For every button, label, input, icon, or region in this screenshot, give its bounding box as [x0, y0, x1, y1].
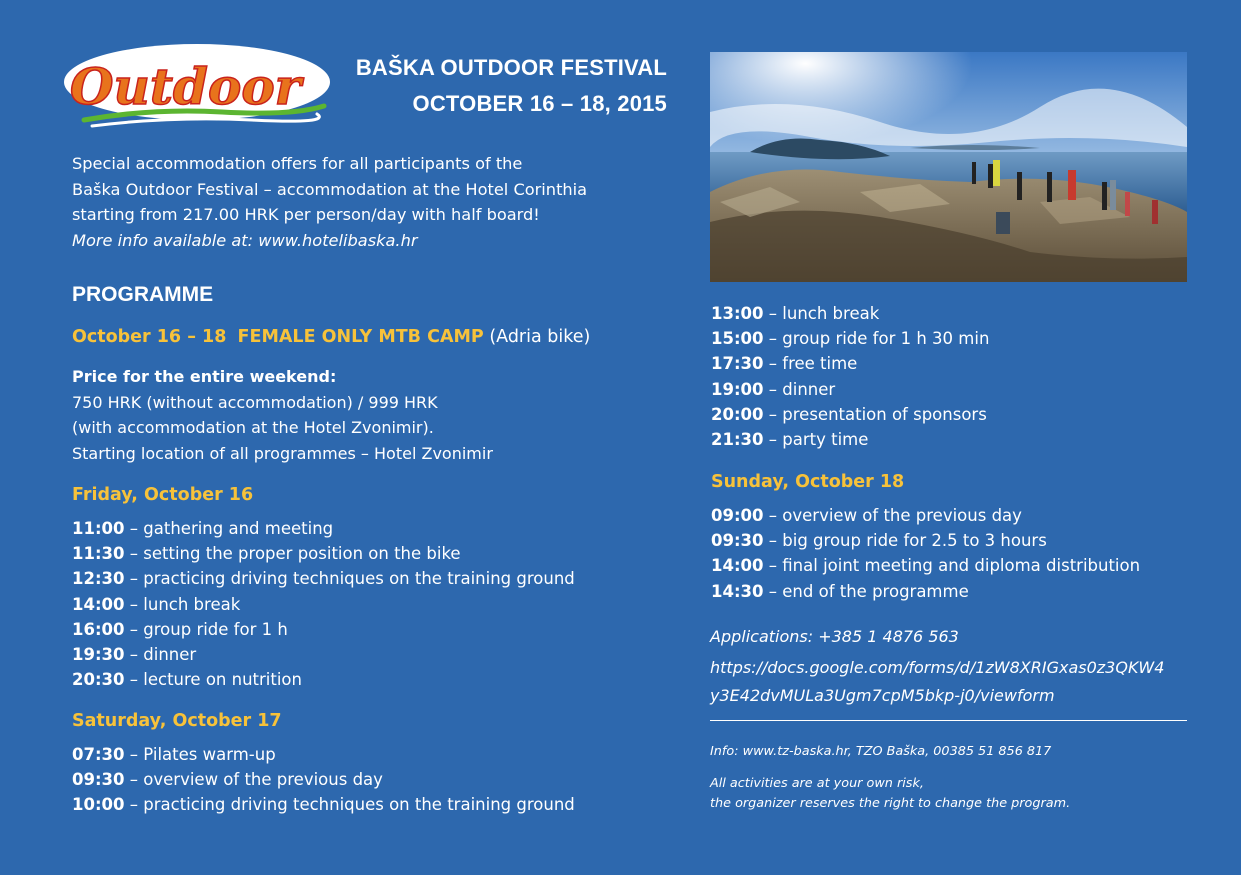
festival-title-block — [352, 50, 667, 122]
price-line-2: (with accommodation at the Hotel Zvonimir). — [72, 418, 434, 437]
schedule-item — [72, 566, 575, 591]
saturday-schedule-part-1 — [72, 742, 575, 818]
camp-dates: October 16 – 18 — [72, 327, 227, 347]
schedule-time: 20:00 — [711, 404, 764, 424]
schedule-time: 14:30 — [711, 581, 764, 601]
schedule-time: 12:30 — [72, 569, 125, 589]
schedule-text: – overview of the previous day — [768, 506, 1022, 525]
intro-line-1: Special accommodation offers for all participants of the — [72, 154, 523, 173]
camp-line — [72, 327, 590, 347]
schedule-item — [72, 516, 575, 541]
schedule-time: 14:00 — [711, 556, 764, 576]
schedule-item — [711, 402, 989, 427]
schedule-item — [72, 742, 575, 767]
festival-title: BAŠKA OUTDOOR FESTIVAL — [355, 55, 667, 80]
schedule-text: – final joint meeting and diploma distribution — [768, 556, 1141, 576]
schedule-item — [711, 301, 989, 326]
schedule-time: 09:30 — [711, 531, 764, 551]
saturday-schedule-part-2 — [711, 301, 989, 452]
schedule-item — [711, 377, 989, 402]
schedule-item — [711, 326, 989, 351]
schedule-text: – lecture on nutrition — [129, 670, 302, 690]
schedule-item — [72, 642, 575, 667]
price-line-3: Starting location of all programmes – Hotel Zvonimir — [72, 443, 493, 463]
camp-name: FEMALE ONLY MTB CAMP — [237, 327, 484, 347]
schedule-item — [72, 592, 575, 617]
intro-text — [72, 151, 672, 253]
day-heading-saturday: Saturday, October 17 — [72, 711, 282, 731]
hikers-photo — [710, 52, 1187, 282]
disclaimer — [710, 774, 1190, 814]
schedule-item — [72, 792, 575, 817]
intro-more-info-link[interactable]: More info available at: www.hotelibaska.hr — [72, 230, 418, 250]
festival-dates: OCTOBER 16 – 18, 2015 — [412, 91, 667, 116]
logo-text: Outdoor — [70, 57, 302, 116]
disclaimer-line-1: All activities are at your own risk, — [710, 776, 924, 791]
schedule-text: – group ride for 1 h — [129, 619, 288, 639]
intro-line-2: Baška Outdoor Festival – accommodation at the Hotel Corinthia — [72, 179, 588, 199]
schedule-time: 07:30 — [72, 745, 125, 764]
schedule-item — [711, 503, 1140, 528]
schedule-text: – lunch break — [129, 594, 241, 614]
outdoor-logo — [62, 42, 332, 134]
applications-url-line-2[interactable]: y3E42dvMULa3Ugm7cpM5bkp-j0/viewform — [710, 686, 1055, 705]
schedule-time: 21:30 — [711, 430, 764, 450]
schedule-time: 19:30 — [72, 645, 125, 665]
schedule-item — [72, 617, 575, 642]
schedule-text: – setting the proper position on the bike — [129, 544, 461, 564]
schedule-time: 11:30 — [72, 544, 125, 564]
price-block — [72, 364, 672, 466]
info-line: Info: www.tz-baska.hr, TZO Baška, 00385 51 856 817 — [710, 744, 1052, 759]
schedule-text: – practicing driving techniques on the training ground — [129, 569, 575, 589]
schedule-text: – end of the programme — [768, 581, 969, 601]
schedule-text: – practicing driving techniques on the training ground — [129, 795, 575, 815]
schedule-time: 15:00 — [711, 329, 764, 349]
sunday-schedule — [711, 503, 1140, 604]
day-heading-friday: Friday, October 16 — [72, 485, 254, 505]
applications-block — [710, 623, 1200, 710]
schedule-item — [711, 579, 1140, 604]
schedule-time: 13:00 — [711, 304, 764, 323]
schedule-text: – gathering and meeting — [129, 519, 334, 538]
schedule-item — [72, 767, 575, 792]
schedule-text: – overview of the previous day — [129, 770, 383, 790]
schedule-text: – group ride for 1 h 30 min — [768, 329, 990, 349]
schedule-item — [711, 351, 989, 376]
programme-heading: PROGRAMME — [72, 283, 214, 306]
camp-organizer: (Adria bike) — [489, 327, 591, 347]
schedule-item — [72, 667, 575, 692]
schedule-text: – lunch break — [768, 304, 880, 323]
schedule-time: 16:00 — [72, 619, 125, 639]
schedule-text: – party time — [768, 430, 869, 450]
divider-line — [710, 720, 1187, 721]
schedule-time: 09:30 — [72, 770, 125, 790]
schedule-text: – free time — [768, 354, 858, 374]
schedule-time: 19:00 — [711, 379, 764, 399]
intro-line-3: starting from 217.00 HRK per person/day with half board! — [72, 205, 540, 224]
price-line-1: 750 HRK (without accommodation) / 999 HRK — [72, 392, 438, 412]
day-heading-sunday: Sunday, October 18 — [711, 472, 905, 492]
schedule-time: 09:00 — [711, 506, 764, 525]
disclaimer-line-2: the organizer reserves the right to change the program. — [710, 796, 1071, 811]
schedule-time: 11:00 — [72, 519, 125, 538]
friday-schedule — [72, 516, 575, 692]
schedule-text: – dinner — [768, 379, 836, 399]
schedule-text: – big group ride for 2.5 to 3 hours — [768, 531, 1047, 551]
schedule-item — [711, 553, 1140, 578]
schedule-time: 17:30 — [711, 354, 764, 374]
schedule-item — [711, 427, 989, 452]
schedule-time: 14:00 — [72, 594, 125, 614]
schedule-time: 10:00 — [72, 795, 125, 815]
applications-url-line-1[interactable]: https://docs.google.com/forms/d/1zW8XRIGxas0z3QKW4 — [710, 658, 1165, 677]
schedule-time: 20:30 — [72, 670, 125, 690]
schedule-text: – dinner — [129, 645, 197, 665]
schedule-text: – presentation of sponsors — [768, 404, 987, 424]
schedule-item — [711, 528, 1140, 553]
price-label: Price for the entire weekend: — [72, 367, 337, 386]
schedule-item — [72, 541, 575, 566]
schedule-text: – Pilates warm-up — [129, 745, 276, 764]
applications-phone: Applications: +385 1 4876 563 — [710, 627, 959, 646]
